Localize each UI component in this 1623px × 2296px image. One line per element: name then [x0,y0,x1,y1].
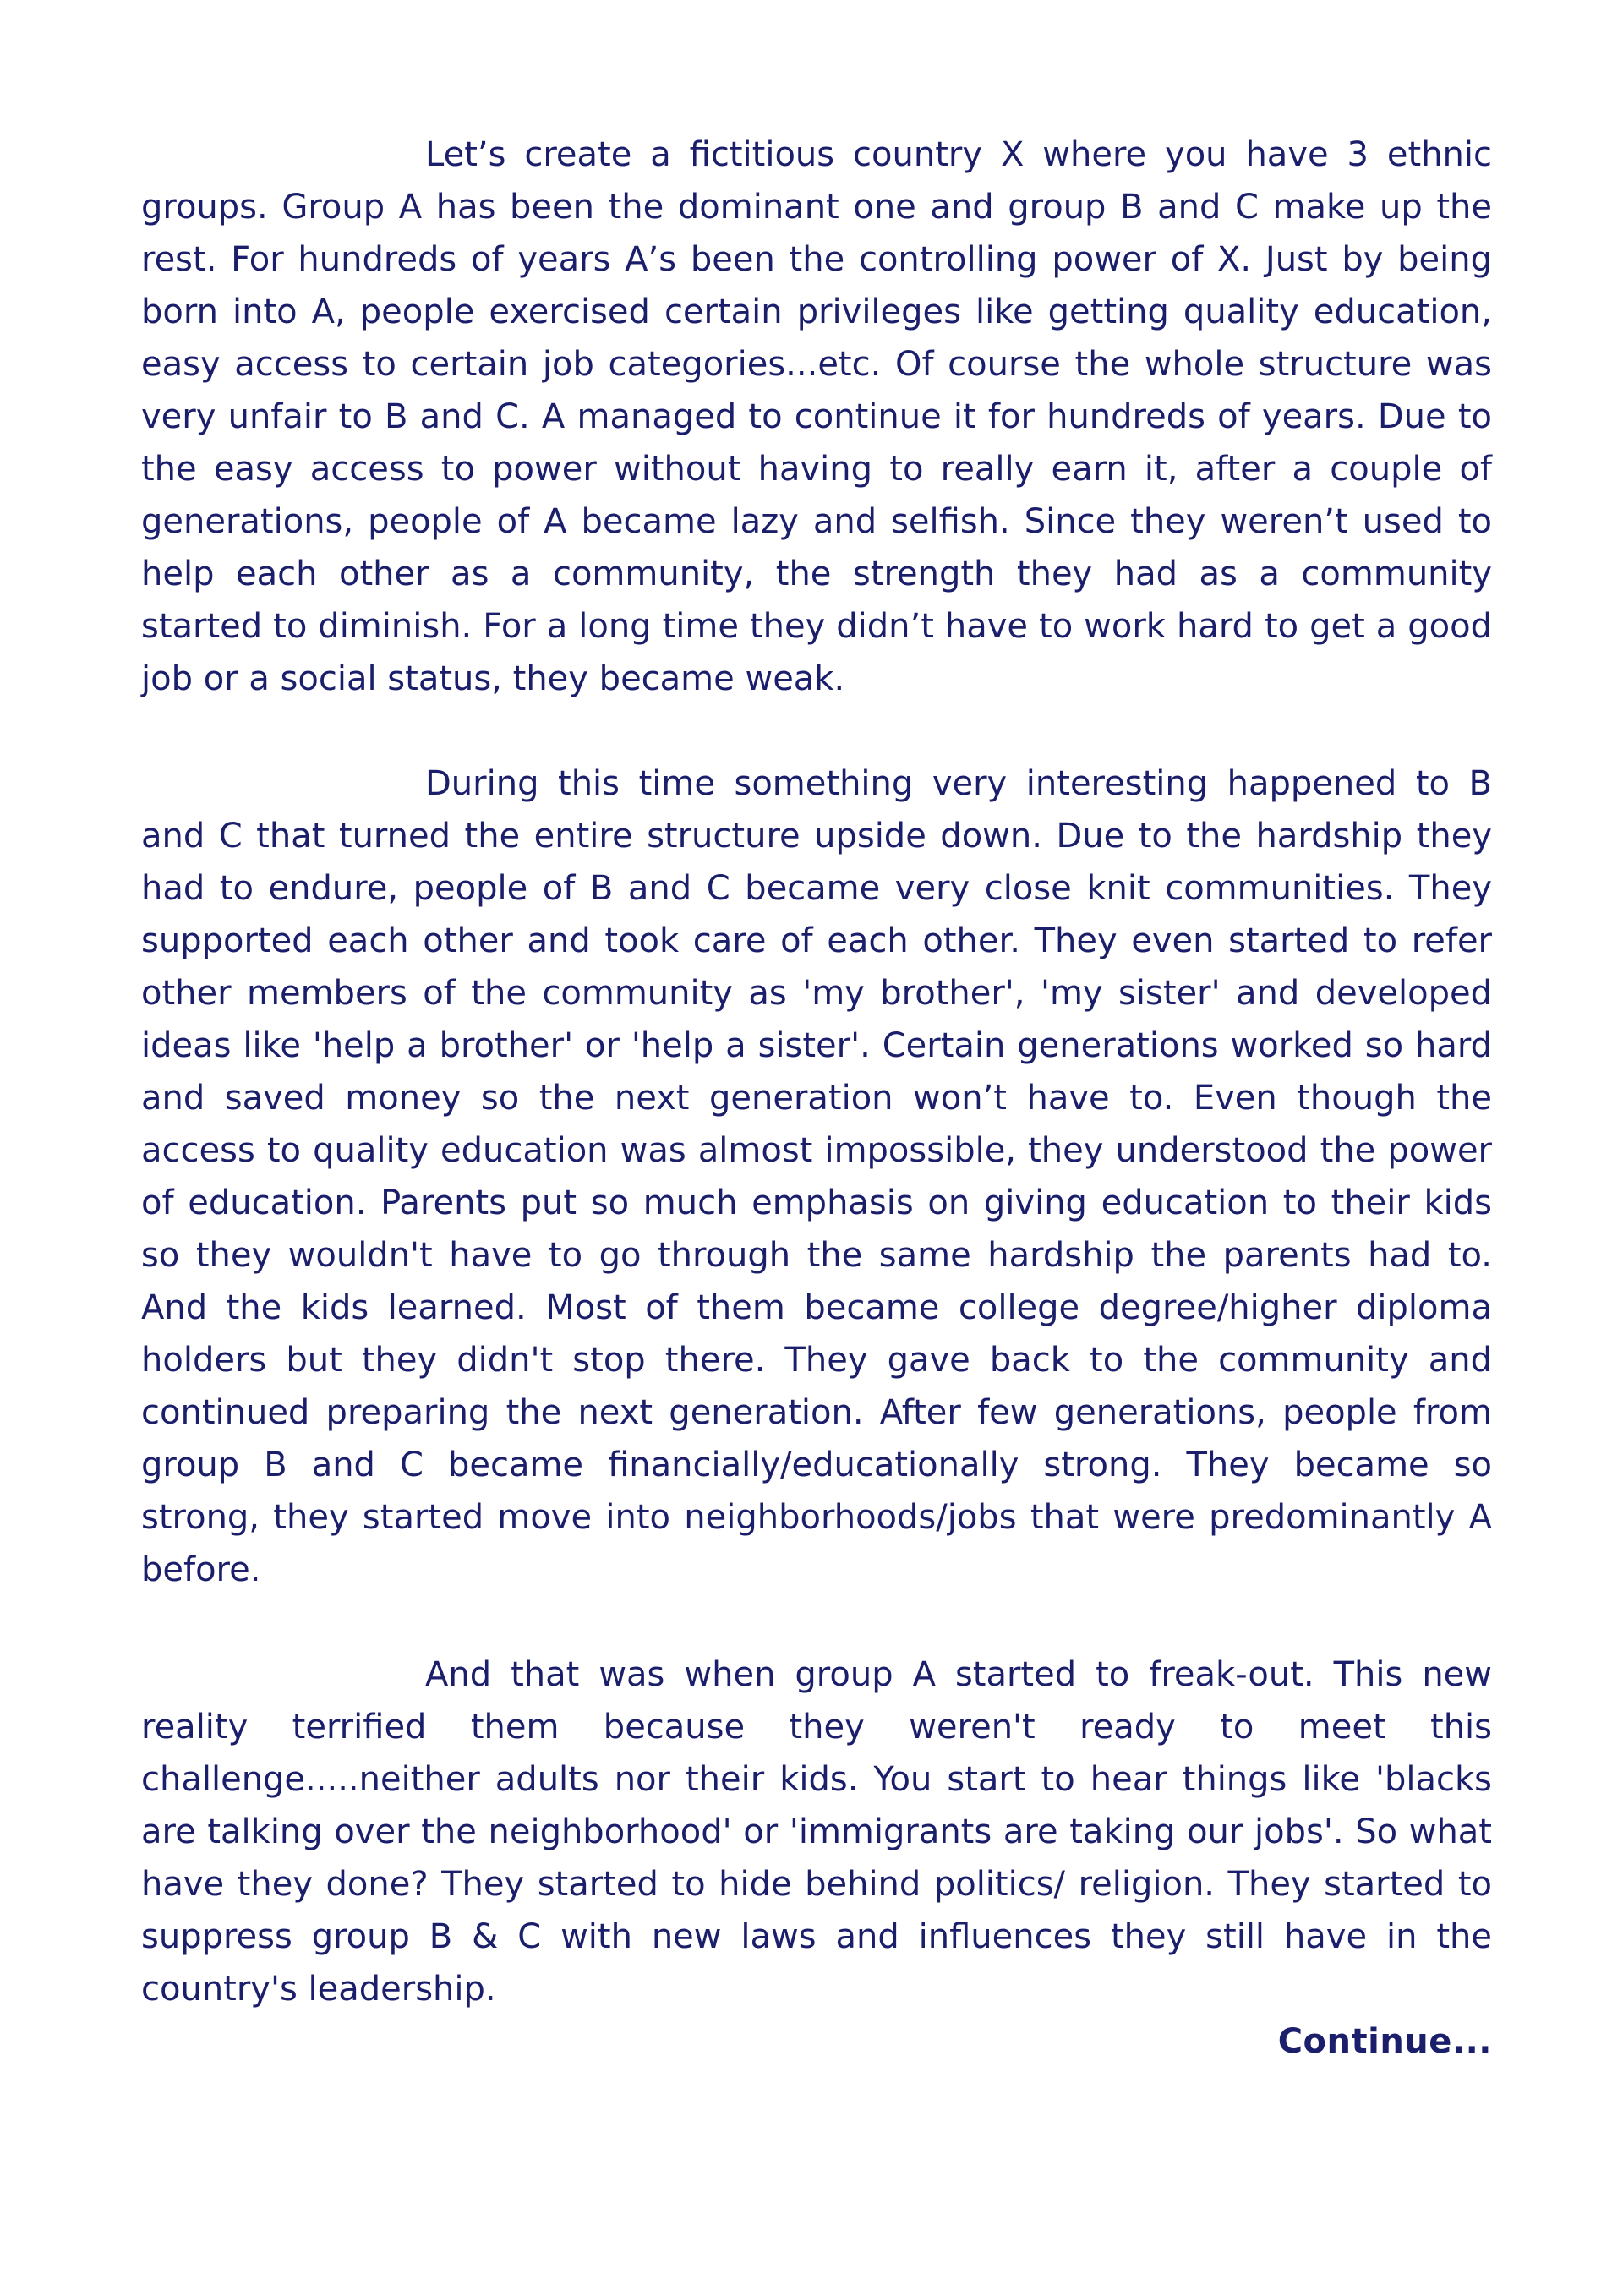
paragraph-3: And that was when group A started to freak-out. This new reality terrified them because they weren't ready to meet this challenge.....neither adults nor their kids. You start to hear things like 'blacks are talking over the neighborhood' or 'immigrants are taking our jobs'. So what have they done? They started to hide behind politics/ religion. They started to suppress group B & C with new laws and influences they still have in the country's leadership. [141,1655,1492,2009]
continue-label: Continue... [1277,2022,1492,2061]
document-page [141,128,1492,2068]
paragraph-1: Let’s create a fictitious country X where you have 3 ethnic groups. Group A has been the dominant one and group B and C make up the rest. For hundreds of years A’s been the controlling power of X. Just by being born into A, people exercised certain privileges like getting quality education, easy access to certain job categories...etc. Of course the whole structure was very unfair to B and C. A managed to continue it for hundreds of years. Due to the easy access to power without having to really earn it, after a couple of generations, people of A became lazy and selfish. Since they weren’t used to help each other as a community, the strength they had as a community started to diminish. For a long time they didn’t have to work hard to get a good job or a social status, they became weak. [141,135,1492,698]
paragraph-2: During this time something very interesting happened to B and C that turned the entire structure upside down. Due to the hardship they had to endure, people of B and C became very close knit communities. They supported each other and took care of each other. They even started to refer other members of the community as 'my brother', 'my sister' and developed ideas like 'help a brother' or 'help a sister'. Certain generations worked so hard and saved money so the next generation won’t have to. Even though the access to quality education was almost impossible, they understood the power of education. Parents put so much emphasis on giving education to their kids so they wouldn't have to go through the same hardship the parents had to. And the kids learned. Most of them became college degree/higher diploma holders but they didn't stop there. They gave back to the community and continued preparing the next generation. After few generations, people from group B and C became financially/educationally strong. They became so strong, they started move into neighborhoods/jobs that were predominantly A before. [141,764,1492,1589]
